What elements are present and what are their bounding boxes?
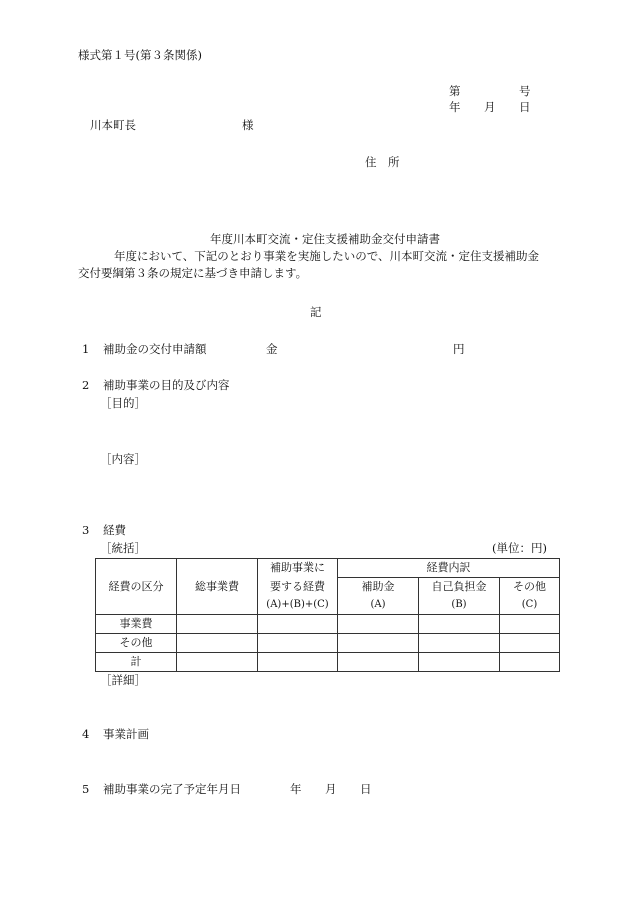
- doc-number-dai: 第: [449, 84, 461, 98]
- row-label: 事業費: [96, 615, 177, 634]
- table-cell[interactable]: [177, 615, 258, 634]
- section-3-summary: ［統括］: [100, 541, 146, 555]
- row-label: 計: [96, 653, 177, 672]
- header-subsidy-code: (A): [338, 596, 419, 615]
- section-1-number: 1: [82, 342, 90, 356]
- table-cell[interactable]: [177, 634, 258, 653]
- date-day: 日: [519, 100, 531, 114]
- section-5-label: 補助事業の完了予定年月日: [103, 782, 241, 796]
- section-1-kin: 金: [266, 342, 278, 356]
- header-total: 総事業費: [177, 559, 258, 615]
- section-4-number: 4: [82, 727, 90, 741]
- header-subsidy: 補助金: [338, 578, 419, 597]
- addressee-suffix: 様: [242, 118, 254, 132]
- header-required-3: (A)+(B)+(C): [258, 596, 338, 615]
- date-year: 年: [449, 100, 461, 114]
- header-required-2: 要する経費: [258, 578, 338, 597]
- table-cell[interactable]: [338, 615, 419, 634]
- row-label: その他: [96, 634, 177, 653]
- header-other: その他: [500, 578, 560, 597]
- header-category: 経費の区分: [96, 559, 177, 615]
- table-cell[interactable]: [419, 653, 500, 672]
- header-other-code: (C): [500, 596, 560, 615]
- table-row: [96, 653, 560, 672]
- doc-number-go: 号: [519, 84, 531, 98]
- table-cell[interactable]: [500, 615, 560, 634]
- section-2-purpose: ［目的］: [100, 396, 146, 410]
- section-1-yen: 円: [453, 342, 465, 356]
- section-3-label: 経費: [103, 523, 126, 537]
- header-required-1: 補助事業に: [258, 559, 338, 578]
- addressee: 川本町長: [90, 118, 136, 132]
- expense-table: [95, 558, 560, 672]
- ki-marker: 記: [310, 305, 322, 319]
- address-label: 住 所: [365, 155, 400, 169]
- intro-line-2: 交付要綱第３条の規定に基づき申請します。: [78, 266, 308, 280]
- header-self-pay-code: (B): [419, 596, 500, 615]
- table-row: [96, 615, 560, 634]
- header-breakdown: 経費内訳: [338, 559, 560, 578]
- table-cell[interactable]: [258, 634, 338, 653]
- document-title: 年度川本町交流・定住支援補助金交付申請書: [210, 232, 440, 246]
- section-3-number: 3: [82, 523, 90, 537]
- table-cell[interactable]: [500, 634, 560, 653]
- table-cell[interactable]: [500, 653, 560, 672]
- table-cell[interactable]: [258, 615, 338, 634]
- table-cell[interactable]: [338, 634, 419, 653]
- section-2-content: ［内容］: [100, 452, 146, 466]
- section-3-detail: ［詳細］: [100, 673, 146, 687]
- header-self-pay: 自己負担金: [419, 578, 500, 597]
- section-5-number: 5: [82, 782, 90, 796]
- section-1-label: 補助金の交付申請額: [103, 342, 207, 356]
- section-5-day: 日: [360, 782, 372, 796]
- intro-line-1: 年度において、下記のとおり事業を実施したいので、川本町交流・定住支援補助金: [114, 249, 540, 263]
- section-2-label: 補助事業の目的及び内容: [103, 378, 230, 392]
- section-5-month: 月: [325, 782, 337, 796]
- date-month: 月: [484, 100, 496, 114]
- table-row: [96, 634, 560, 653]
- table-cell[interactable]: [177, 653, 258, 672]
- section-5-year: 年: [290, 782, 302, 796]
- table-cell[interactable]: [419, 615, 500, 634]
- table-cell[interactable]: [419, 634, 500, 653]
- form-number: 様式第１号(第３条関係): [78, 48, 202, 62]
- section-2-number: 2: [82, 378, 90, 392]
- section-3-unit: (単位：円): [492, 541, 547, 555]
- table-cell[interactable]: [338, 653, 419, 672]
- table-cell[interactable]: [258, 653, 338, 672]
- section-4-label: 事業計画: [103, 727, 149, 741]
